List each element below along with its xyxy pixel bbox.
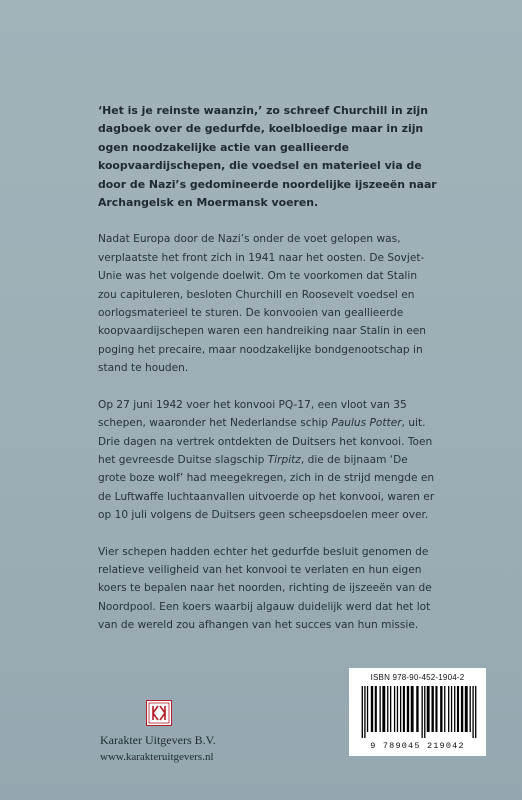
barcode-digits: 9 789045 219042 [370,741,465,751]
paragraph-3: Vier schepen hadden echter het gedurfde besluit genomen de relatieve veiligheid van het konvooi te verlaten en hun eigen koers te bepalen naar het noorden, richting de ijszeeën van de Noordpool. Een koers waarbij algauw duidelijk werd dat het lot van de wereld zou afhangen van het succes van hun missie. [98,545,432,632]
publisher-name: Karakter Uitgevers B.V. [100,733,216,747]
barcode-icon [359,686,479,738]
karakter-logo-icon [146,700,172,726]
paragraph-2 [98,396,438,525]
publisher-url: www.karakteruitgevers.nl [100,751,214,763]
battleship-name: Tirpitz [267,453,301,466]
barcode-box [349,668,486,756]
paragraph-1: Nadat Europa door de Nazi’s onder de voet gelopen was, verplaatste het front zich in 1941 naar het oosten. De Sovjet-Unie was het volgende doelwit. Om te voorkomen dat Stalin zou capituleren, besloten Churchill en Roosevelt voedsel en oorlogsmaterieel te sturen. De konvooien van geallieerde koopvaardijschepen waren een handreiking naar Stalin in een poging het precaire, maar noodzakelijke bondgenootschap in stand te houden. [98,233,427,375]
ship-name: Paulus Potter [331,417,402,430]
paragraph-2-part-1: Op 27 juni 1942 voer het konvooi PQ-17, een vloot van 35 schepen, waaronder het Nederlandse schip [98,398,407,430]
intro-quote: ‘Het is je reinste waanzin,’ zo schreef Churchill in zijn dagboek over de gedurfde, koelbloedige maar in zijn ogen noodzakelijke actie van geallieerde koopvaardijschepen, die voedsel en materieel via de door de Nazi’s gedomineerde noordelijke ijszeeën naar Archangelsk en Moermansk voeren. [98,104,437,210]
blurb [98,102,438,653]
isbn-label: ISBN 978-90-452-1904-2 [370,673,465,682]
paragraph-2-part-2: , uit. Drie dagen na vertrek ontdekten de Duitsers het konvooi. Toen het gevreesde Duitse slagschip [98,417,433,466]
paragraph-2-part-3: , die de bijnaam ‘De grote boze wolf’ had meegekregen, zich in de strijd mengde en de Luftwaffe luchtaanvallen uitvoerde op het konvooi, waren er op 10 juli volgens de Duitsers geen scheepsdoelen meer over. [98,453,435,522]
